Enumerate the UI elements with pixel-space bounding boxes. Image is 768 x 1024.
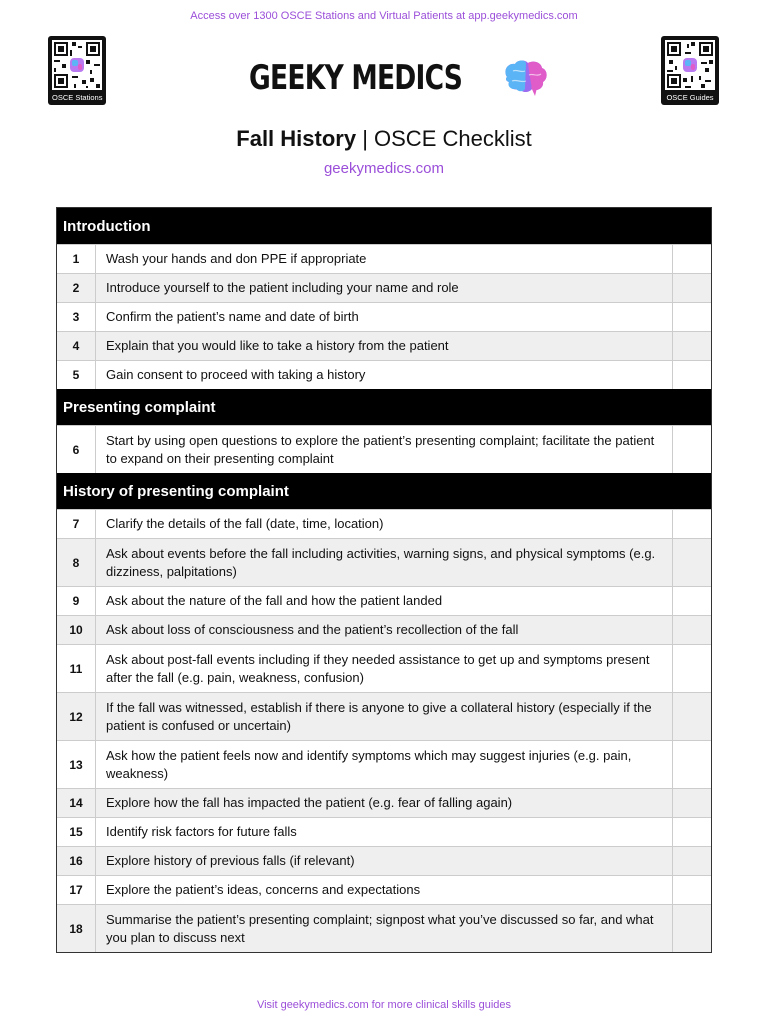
section-header: History of presenting complaint [57, 473, 711, 509]
item-number: 10 [57, 616, 96, 644]
checkbox-cell[interactable] [673, 876, 711, 904]
checklist-row [57, 788, 711, 817]
item-number: 14 [57, 789, 96, 817]
checkbox-cell[interactable] [673, 274, 711, 302]
item-text: Explain that you would like to take a history from the patient [96, 332, 673, 360]
checklist-row [57, 586, 711, 615]
checkbox-cell[interactable] [673, 789, 711, 817]
item-text: Ask about loss of consciousness and the patient’s recollection of the fall [96, 616, 673, 644]
item-number: 9 [57, 587, 96, 615]
item-number: 11 [57, 645, 96, 692]
item-text: Wash your hands and don PPE if appropriate [96, 245, 673, 273]
item-text: Start by using open questions to explore the patient’s presenting complaint; facilitate the patient to expand on their presenting complaint [96, 426, 673, 473]
item-text: Ask about events before the fall including activities, warning signs, and physical symptoms (e.g. dizziness, palpitations) [96, 539, 673, 586]
checkbox-cell[interactable] [673, 361, 711, 389]
item-number: 12 [57, 693, 96, 740]
site-link[interactable]: geekymedics.com [323, 160, 445, 177]
brain-icon [501, 59, 549, 97]
checkbox-cell[interactable] [673, 332, 711, 360]
checkbox-cell[interactable] [673, 693, 711, 740]
section-header: Presenting complaint [57, 389, 711, 425]
checkbox-cell[interactable] [673, 539, 711, 586]
item-number: 5 [57, 361, 96, 389]
checkbox-cell[interactable] [673, 510, 711, 538]
checkbox-cell[interactable] [673, 245, 711, 273]
item-text: Ask about post-fall events including if they needed assistance to get up and symptoms present after the fall (e.g. pain, weakness, confusion) [96, 645, 673, 692]
checkbox-cell[interactable] [673, 587, 711, 615]
checklist-row [57, 615, 711, 644]
item-number: 1 [57, 245, 96, 273]
checklist-row [57, 644, 711, 692]
checklist-row [57, 875, 711, 904]
item-number: 4 [57, 332, 96, 360]
item-number: 7 [57, 510, 96, 538]
checklist-row [57, 360, 711, 389]
item-number: 6 [57, 426, 96, 473]
osce-checklist-table [56, 207, 712, 953]
checklist-row [57, 904, 711, 952]
logo-text: GEEKY MEDICS [249, 58, 463, 98]
item-text: Ask about the nature of the fall and how the patient landed [96, 587, 673, 615]
item-text: Confirm the patient’s name and date of birth [96, 303, 673, 331]
item-number: 18 [57, 905, 96, 952]
checklist-row [57, 740, 711, 788]
geeky-medics-logo [0, 58, 768, 98]
checklist-row [57, 846, 711, 875]
checklist-row [57, 425, 711, 473]
item-text: Explore the patient’s ideas, concerns and expectations [96, 876, 673, 904]
item-number: 8 [57, 539, 96, 586]
item-number: 16 [57, 847, 96, 875]
title-rest: | OSCE Checklist [356, 126, 532, 151]
item-text: Identify risk factors for future falls [96, 818, 673, 846]
checkbox-cell[interactable] [673, 905, 711, 952]
item-text: Introduce yourself to the patient including your name and role [96, 274, 673, 302]
checkbox-cell[interactable] [673, 426, 711, 473]
item-text: If the fall was witnessed, establish if there is anyone to give a collateral history (especially if the patient is confused or uncertain) [96, 693, 673, 740]
item-number: 3 [57, 303, 96, 331]
section-header: Introduction [57, 208, 711, 244]
checkbox-cell[interactable] [673, 818, 711, 846]
item-number: 2 [57, 274, 96, 302]
checklist-row [57, 817, 711, 846]
item-text: Summarise the patient’s presenting complaint; signpost what you’ve discussed so far, and what you plan to discuss next [96, 905, 673, 952]
item-text: Ask how the patient feels now and identify symptoms which may suggest injuries (e.g. pain, weakness) [96, 741, 673, 788]
checkbox-cell[interactable] [673, 847, 711, 875]
item-text: Gain consent to proceed with taking a history [96, 361, 673, 389]
title-bold: Fall History [236, 126, 357, 151]
checkbox-cell[interactable] [673, 741, 711, 788]
item-number: 13 [57, 741, 96, 788]
item-text: Explore how the fall has impacted the patient (e.g. fear of falling again) [96, 789, 673, 817]
qr-caption: OSCE Guides [666, 93, 714, 102]
checklist-row [57, 273, 711, 302]
item-text: Explore history of previous falls (if relevant) [96, 847, 673, 875]
checklist-row [57, 538, 711, 586]
footer-link[interactable]: Visit geekymedics.com for more clinical skills guides [256, 999, 512, 1011]
item-number: 15 [57, 818, 96, 846]
top-banner[interactable]: Access over 1300 OSCE Stations and Virtual Patients at app.geekymedics.com [190, 10, 578, 22]
qr-caption: OSCE Stations [52, 93, 103, 102]
checklist-row [57, 331, 711, 360]
checklist-row [57, 244, 711, 273]
item-number: 17 [57, 876, 96, 904]
checkbox-cell[interactable] [673, 303, 711, 331]
page-title [0, 126, 768, 152]
checkbox-cell[interactable] [673, 645, 711, 692]
item-text: Clarify the details of the fall (date, time, location) [96, 510, 673, 538]
checkbox-cell[interactable] [673, 616, 711, 644]
checklist-row [57, 692, 711, 740]
checklist-row [57, 509, 711, 538]
checklist-row [57, 302, 711, 331]
